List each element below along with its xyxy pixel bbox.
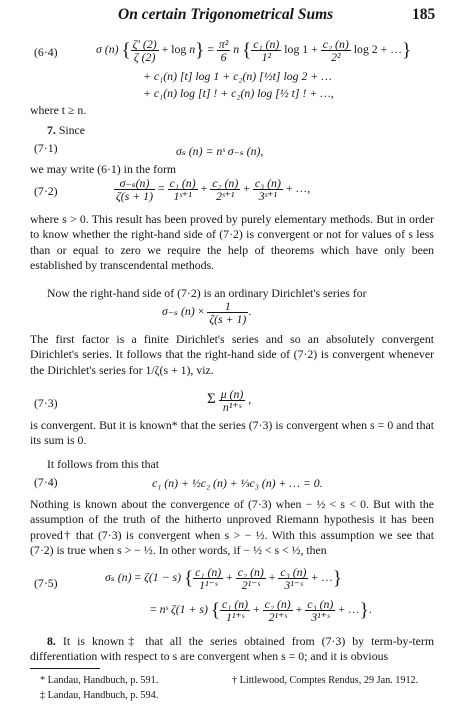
- equation-number-7-3: (7·3): [34, 396, 58, 410]
- rewrite-text: we may write (6·1) in the form: [30, 162, 177, 176]
- paragraph-2: Now the right-hand side of (7·2) is an ordinary Dirichlet's series for: [47, 286, 367, 300]
- footnote-rule: [30, 668, 100, 669]
- running-title: On certain Trigonometrical Sums: [118, 6, 334, 23]
- section-8-paragraph: [30, 634, 434, 665]
- equation-7-5-line-1: σₛ (n) = ζ(1 − s) { $\frac{\text{c₁ (n)}}{\text{1¹⁻ˢ}}$ + $\frac{\text{c₂ (n)}}{\text{2¹⁻ˢ}}$ + $\frac{\text{c₃ (n)}}{\text{3¹⁻ˢ}}$ + …}: [105, 565, 342, 592]
- equation-7-1: σₛ (n) = nˢ σ₋ₛ (n),: [176, 144, 264, 158]
- footnote-3: ‡ Landau, Handbuch, p. 594.: [40, 690, 159, 701]
- equation-6-4-line-3: + c₁(n) log [t] ! + c₂(n) log [½ t] ! + …,: [143, 86, 334, 100]
- equation-7-3: Σ $\frac{\mu (n)}{\text{n¹⁺ˢ}}$ ,: [207, 387, 252, 414]
- paragraph-6: Nothing is known about the convergence of (7·3) when − ½ < s < 0. But with the assumption of the truth of the hitherto unproved Riemann hypothesis it has been proved† that (7·3) is convergent when s > − ½. With this assumption we see that (7·2) is true when s > − ½. In other words, if − ½ < s < ½, then: [30, 497, 434, 558]
- equation-number-7-1: (7·1): [34, 141, 58, 155]
- equation-number-7-4: (7·4): [34, 475, 58, 489]
- paragraph-3: The first factor is a finite Dirichlet's series and so an absolutely convergent Dirichlet's series. It follows that the right-hand side of (7·2) is convergent whenever the Dirichlet's series for 1/ζ(s + 1), viz.: [30, 332, 434, 377]
- where-t-text: where t ≥ n.: [30, 103, 87, 117]
- equation-7-2: $\frac{\text{σ₋ₛ(n)}}{\zeta(s + 1)}$ = $\frac{\text{c₁ (n)}}{\text{1ˢ⁺¹}}$ + $\frac{\text{c₂ (n)}}{\text{2ˢ⁺¹}}$ + $\frac{\text{c₃ (n)}}{\text{3ˢ⁺¹}}$ + …,: [116, 176, 311, 203]
- section-7-heading: [47, 123, 85, 138]
- equation-number-7-2: (7·2): [34, 184, 58, 198]
- equation-number-7-5: (7·5): [34, 576, 58, 590]
- paragraph-1: where s > 0. This result has been proved by purely elementary methods. But in order to know whether the right-hand side of (7·2) is convergent or not for values of s less than or equal to zero we require the help of theorems which have only been established by transcendental methods.: [30, 212, 434, 273]
- paragraph-4: is convergent. But it is known* that the series (7·3) is convergent when s = 0 and that its sum is 0.: [30, 418, 434, 448]
- footnote-1: * Landau, Handbuch, p. 591.: [40, 675, 159, 686]
- section-7-intro: Since: [58, 123, 86, 137]
- section-8-label: 8.: [47, 634, 56, 648]
- equation-7-4: c₁ (n) + ½c₂ (n) + ⅓c₃ (n) + … = 0.: [152, 476, 323, 490]
- page-number: 185: [412, 6, 436, 23]
- paragraph-5: It follows from this that: [47, 457, 160, 471]
- equation-number-6-4: (6·4): [34, 45, 58, 59]
- equation-6-4-line-1: σ (n) { $\frac{\zeta' (2)}{\zeta (2)}$ + log n} = $\frac{\text{π²}}{6}$ n { $\frac{\text{c₁ (n)}}{\text{1²}}$ log 1 + $\frac{\text{c₂ (n)}}{\text{2²}}$ log 2 + …}: [96, 37, 412, 64]
- equation-7-5-line-2: = nˢ ζ(1 + s) { $\frac{\text{c₁ (n)}}{\text{1¹⁺ˢ}}$ + $\frac{\text{c₂ (n)}}{\text{2¹⁺ˢ}}$ + $\frac{\text{c₃ (n)}}{\text{3¹⁺ˢ}}$ + …}.: [150, 597, 372, 624]
- equation-product: σ₋ₛ (n) × $\frac{1}{\zeta(s + 1)}$ .: [162, 299, 252, 326]
- section-7-label: 7.: [47, 123, 56, 137]
- equation-6-4-line-2: + c₁(n) [t] log 1 + c₂(n) [½t] log 2 + …: [143, 69, 332, 83]
- footnote-2: † Littlewood, Comptes Rendus, 29 Jan. 1912.: [232, 675, 419, 686]
- section-8-text: It is known‡ that all the series obtained from (7·3) by term-by-term differentiation with respect to s are convergent when s = 0; and it is obvious: [30, 634, 434, 664]
